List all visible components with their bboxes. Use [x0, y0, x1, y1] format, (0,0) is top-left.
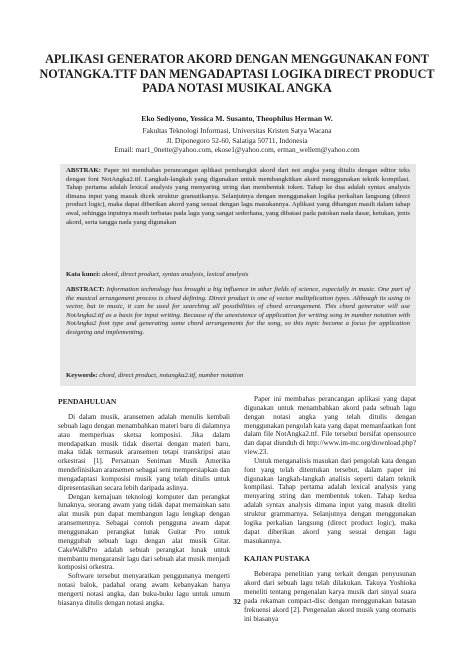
kata-kunci-values: akord, direct product, syntax analysis, lexical analysis: [102, 271, 249, 278]
abstract-text: Information technology has brought a big influence in other fields of science, especially in music. One part of the musical arrangement process is chord defining. Direct product is one of vector multiplication types. Although its using in vector, but in music, it can be used for searching all possibilities of chord arrangement. This chord generator will use NotAngka2.ttf as a basis for input writing. Because of the unexistence of application for writing song in number notation with NotAngka2 font type and generating some chord arrangements for the song, so this topic become a focus for application designing and implementing.: [66, 286, 411, 336]
page-number: 32: [233, 597, 241, 606]
right-p2: Untuk menganalisis masukan dari pengolah kata dengan font yang telah ditentukan tersebut, dalam paper ini digunakan langkah-langkah analisis seperti dalam teknik kompilasi. Tahap pertama adalah lexical analysis yang menyaring string dan membentuk token. Tahap kedua adalah syntax analysis dimana input yang masuk diteliti struktur grammarnya. Selanjutnya dengan menggunakan logika perkalian langsung (direct product logic), maka dapat diberikan akord yang sesuai dengan lagu masukannya.: [244, 456, 416, 545]
title-line-1: APLIKASI GENERATOR AKORD DENGAN MENGGUNAKAN FONT: [45, 52, 429, 66]
abstrak-text: Paper ini membahas perancangan aplikasi pembangkit akord dari not angka yang ditulis dengan editor teks dengan font NotAngka2.ttf. Langkah-langkah yang digunakan untuk membangkitkan akord menggunakan teknik kompilasi. Tahap pertama adalah lexical analysis yang menyaring string dan membentuk token. Tahap ke dua adalah syntax analysis dimana input yang masuk dicek struktur gramatikanya. Selanjutnya dengan menggunakan logika perkalian langsung (direct product logic), maka dapat diberikan akord yang sesuai dengan lagu masukannya. Aplikasi yang dibangun masih dalam tahap awal, sehingga inputnya masih terbatas pada lagu yang sangat sederhana, yang dibatasi pada patokan nada dasar, ketukan, jenis akord, serta tangga nada yang digunakan: [66, 167, 410, 226]
right-p1: Paper ini membahas perancangan aplikasi yang dapat digunakan untuk menambahkan akord pada sebuah lagu dengan notasi angka yang telah ditulis dengan menggunakan pengolah kata yang dapat memanfaatkan font dalam file NotAngka2.ttf. File tersebut bersifat opensource dan dapat diunduh di http://www.im-mc.org/download.php? view.23.: [244, 395, 416, 457]
abstract-paragraph: [66, 286, 410, 338]
affiliation: Fakultas Teknologi Informasi, Universitas Kristen Satya Wacana: [142, 125, 332, 135]
title-line-2: NOTANGKA.TTF DAN MENGADAPTASI LOGIKA DIRECT PRODUCT: [39, 66, 435, 81]
pendahuluan-p2: Dengan kemajuan teknologi komputer dan perangkat lunaknya, seorang awam yang tidak dapat memainkan satu alat musik pun dapat membangun lagu lengkap dengan aransemennya. Sebagai contoh pengguna awam dapat menggunakan perangkat lunak Guitar Pro untuk menggubah sebuah lagu dengan alat musik Gitar. CakeWalkPro adalah sebuah perangkat lunak untuk membantu mengaransir lagu dari sebuah alat musik menjadi komposisi orkestra.: [58, 492, 230, 572]
address: Jl. Diponegoro 52-60, Salatiga 50711, Indonesia: [166, 135, 308, 145]
email-line: Email: mar1_0nette@yahoo.com, ekose1@yahoo.com, erman_wellem@yahoo.com: [114, 145, 360, 155]
keywords-label: Keywords:: [66, 372, 98, 379]
section-heading-pendahuluan: PENDAHULUAN: [58, 397, 117, 406]
abstract-label: ABSTRACT:: [66, 286, 105, 293]
kata-kunci-line: [66, 271, 410, 280]
author-names: Eko Sediyono, Yessica M. Susanto, Theophilus Herman W.: [141, 114, 333, 123]
right-column: [244, 395, 416, 623]
paper-title: [0, 52, 474, 96]
abstrak-label: ABSTRAK:: [66, 167, 101, 174]
keywords-line: [66, 372, 410, 381]
keywords-values: chord, direct product, notangka2.ttf, number notation: [99, 372, 244, 379]
title-line-3: PADA NOTASI MUSIKAL ANGKA: [142, 81, 332, 95]
author-block: [0, 114, 474, 155]
kata-kunci-label: Kata kunci:: [66, 271, 101, 278]
left-column: [58, 413, 230, 608]
pendahuluan-p1: Di dalam musik, aransemen adalah menulis kembali sebuah lagu dengan menambahkan materi baru di dalamnya atau memperluas sketsa komposisi. Jika dalam mendapatkan musik tidak disertai dengan materi baru, maka tidak termasuk aransemen tetapi transkripsi atau orkestrasi [1]. Persatuan Seniman Musik Amerika mendefinisikan aransemen sebagai seni mempersiapkan dan mengadaptasi komposisi musik yang telah ditulis untuk dipresentasikan secara lebih daripada aslinya.: [58, 413, 230, 492]
abstrak-paragraph: [66, 167, 410, 227]
section-heading-kajian: KAJIAN PUSTAKA: [244, 554, 310, 564]
pendahuluan-p3: Software tersebut menyaratkan penggunanya mengerti notasi balok, padahal orang awam kebanyakan hanya mengerti notasi angka, dan buku-buku lagu untuk umum biasanya ditulis dengan notasi angka.: [58, 572, 230, 607]
kajian-p1: Beberapa penelitian yang terkait dengan penyusunan akord dari sebuah lagu telah dilakukan. Takuya Yoshioka meneliti tentang pengenalan karya musik dari sinyal suara pada rekaman compact-disc dengan menggunakan batasan frekuensi akord [2]. Pengenalan akord musik yang otomatis ini biasanya: [244, 570, 416, 623]
